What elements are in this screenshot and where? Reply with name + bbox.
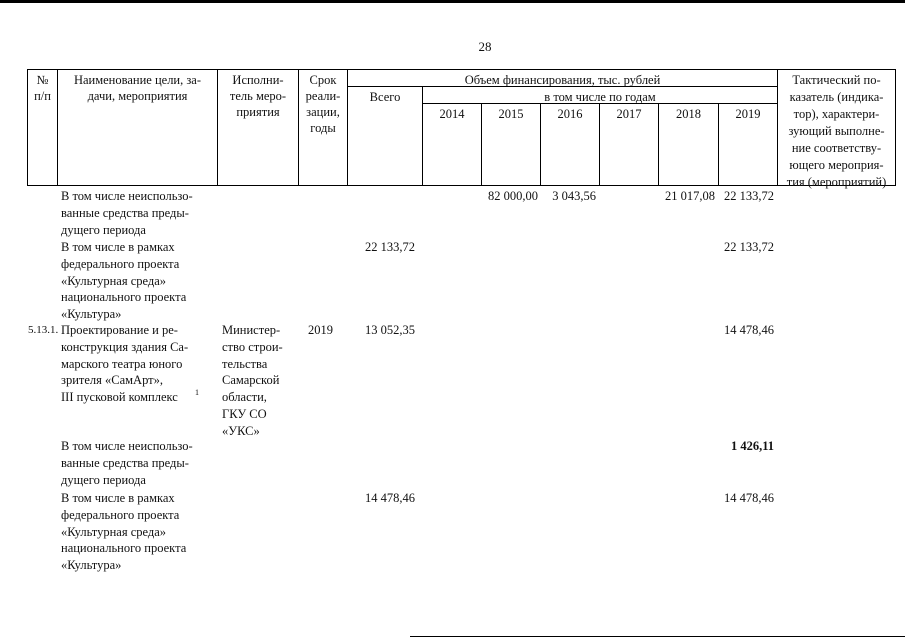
row-number: 5.13.1. (28, 324, 59, 336)
cell-2018: 21 017,08 (665, 189, 715, 203)
cell-total: 22 133,72 (365, 240, 415, 254)
row-name: В том числе в рамках федерального проекта «Культурная среда» национального проекта «Культура» (61, 240, 187, 322)
row-name: В том числе неиспользо- ванные средства преды- дущего периода (61, 439, 193, 487)
header-term: Срок реали- зации, годы (298, 69, 348, 186)
row-name: В том числе неиспользо- ванные средства преды- дущего периода (61, 189, 193, 237)
header-by-years: в том числе по годам (422, 86, 778, 104)
page-number: 28 (478, 39, 492, 54)
header-indicator: Тактический по- казатель (индика- тор), характери- зующий выполне- ние соответству- ющего мероприя- тия (мероприятий) (777, 69, 896, 186)
row-name: Проектирование и ре- конструкция здания Са- марского театра юного зрителя «СамАрт», III пусковой комплекс (61, 323, 189, 405)
row-term: 2019 (308, 323, 333, 337)
cell-2019: 14 478,46 (724, 491, 774, 505)
header-year-2017: 2017 (599, 103, 659, 186)
row-executor: Министер- ство строи- тельства Самарской области, ГКУ СО «УКС» (222, 323, 283, 438)
footnote-mark: 1 (195, 388, 199, 397)
bottom-rule (410, 636, 905, 637)
cell-2019: 14 478,46 (724, 323, 774, 337)
header-executor: Исполни- тель меро- приятия (217, 69, 299, 186)
header-funding: Объем финансирования, тыс. рублей (347, 69, 778, 87)
header-total: Всего (347, 86, 423, 186)
header-year-2018: 2018 (658, 103, 719, 186)
cell-2019: 1 426,11 (730, 439, 774, 453)
header-year-2014: 2014 (422, 103, 482, 186)
header-year-2016: 2016 (540, 103, 600, 186)
cell-total: 14 478,46 (365, 491, 415, 505)
header-year-2019: 2019 (718, 103, 778, 186)
row-name: В том числе в рамках федерального проекта «Культурная среда» национального проекта «Культура» (61, 491, 187, 573)
header-no: № п/п (27, 69, 58, 186)
cell-2019: 22 133,72 (724, 189, 774, 203)
cell-2015: 82 000,00 (488, 189, 538, 203)
header-year-2015: 2015 (481, 103, 541, 186)
cell-2019: 22 133,72 (724, 240, 774, 254)
top-border (0, 0, 905, 3)
header-name: Наименование цели, за- дачи, мероприятия (57, 69, 218, 186)
cell-2016: 3 043,56 (552, 189, 596, 203)
cell-total: 13 052,35 (365, 323, 415, 337)
